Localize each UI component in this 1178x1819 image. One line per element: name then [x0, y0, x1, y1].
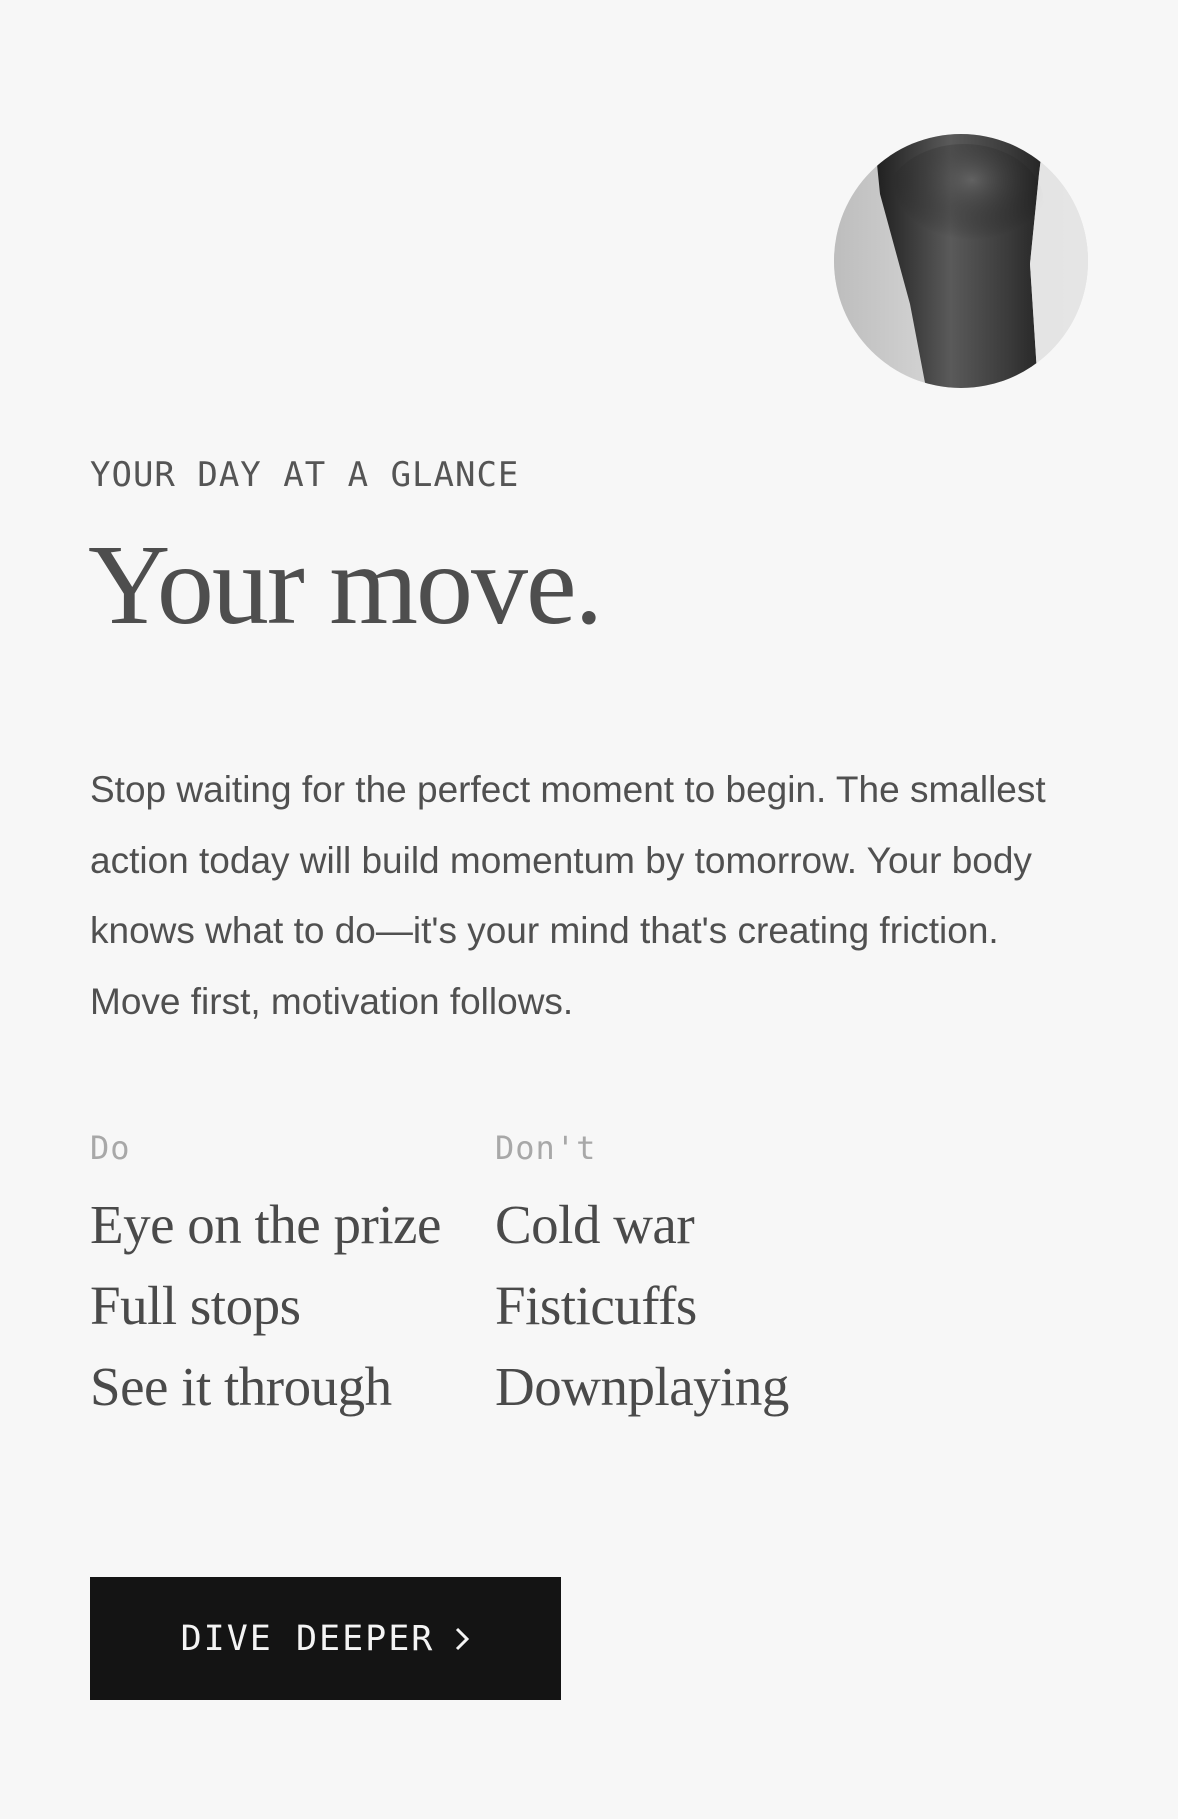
body-text: Stop waiting for the perfect moment to begin. The smallest action today will build momentum by tomorrow. Your body knows what to do—it's your mind that's creating friction. Move first, motivation follows.: [90, 769, 1046, 1022]
dont-list: [495, 1184, 789, 1427]
eyebrow-label: YOUR DAY AT A GLANCE: [90, 455, 520, 495]
dont-item: Downplaying: [495, 1356, 789, 1417]
dont-item: Cold war: [495, 1194, 695, 1255]
dont-heading: Don't: [495, 1129, 597, 1167]
dive-deeper-label: DIVE DEEPER: [180, 1618, 435, 1659]
do-list: [90, 1184, 441, 1427]
dive-deeper-button[interactable]: [90, 1577, 561, 1700]
do-heading: Do: [90, 1129, 131, 1167]
dont-item: Fisticuffs: [495, 1275, 697, 1336]
hero-image: [834, 134, 1088, 388]
do-item: Full stops: [90, 1275, 301, 1336]
dont-column: [495, 1128, 789, 1427]
page-title: Your move.: [88, 521, 602, 648]
chevron-right-icon: [454, 1626, 470, 1652]
do-item: Eye on the prize: [90, 1194, 441, 1255]
do-item: See it through: [90, 1356, 392, 1417]
do-column: [90, 1128, 441, 1427]
